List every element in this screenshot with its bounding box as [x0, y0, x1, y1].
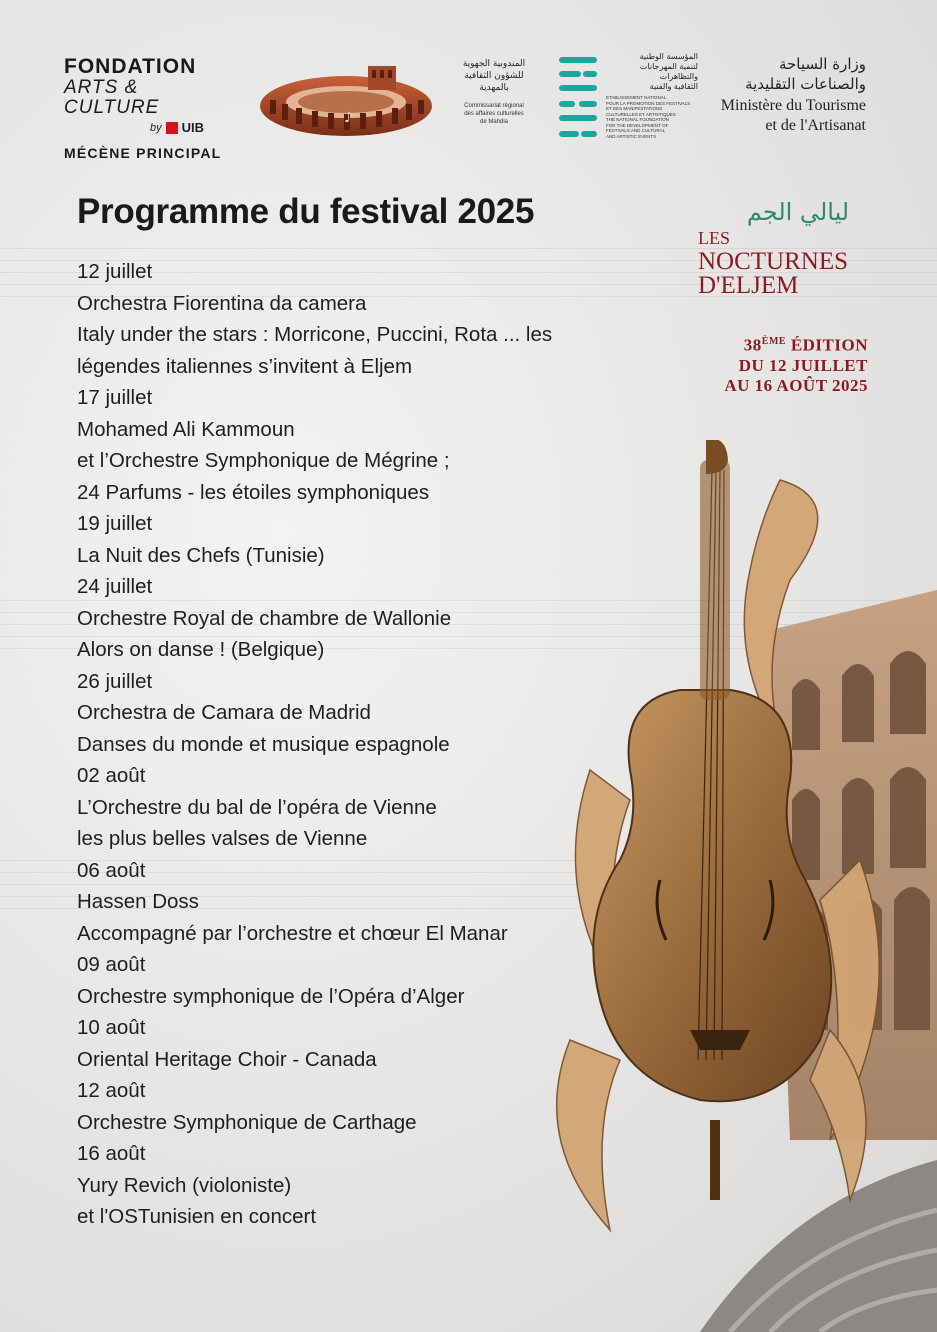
festival-arabic-name: ليالي الجم — [746, 198, 850, 226]
ennfm-french-1: ETABLISSEMENT NATIONAL — [606, 95, 667, 100]
program-date: 12 juillet — [77, 260, 153, 283]
ennfm-arabic-3: والتظاهرات — [659, 72, 698, 81]
festival-edition-line — [688, 332, 868, 356]
edition-number: 38 — [743, 335, 762, 355]
fondation-logo — [64, 56, 234, 161]
commissariat-arabic-2: للشؤون الثقافية — [464, 71, 524, 81]
program-entry-line: Mohamed Ali Kammoun — [77, 417, 295, 441]
program-entry-line: Yury Revich (violoniste) — [77, 1173, 292, 1197]
program-entry-line: Alors on danse ! (Belgique) — [77, 638, 325, 661]
program-date: 09 août — [77, 953, 146, 976]
program-date: 17 juillet — [77, 386, 153, 409]
festival-name-line1: NOCTURNES — [698, 248, 849, 275]
svg-text:♪: ♪ — [344, 110, 353, 126]
festival-name — [688, 226, 868, 298]
program-entry-line: L’Orchestre du bal de l’opéra de Vienne — [77, 795, 437, 819]
commissariat-arabic-3: بالمهدية — [479, 83, 509, 93]
ennfm-french-4: CULTURELLES ET ARTISTIQUES — [606, 111, 676, 117]
page-title: Programme du festival 2025 — [77, 192, 535, 231]
program-entry-line: Orchestre Symphonique de Carthage — [77, 1110, 417, 1134]
program-date: 19 juillet — [77, 512, 153, 535]
program-entry-line: les plus belles valses de Vienne — [77, 827, 368, 850]
fondation-line2: ARTS & CULTURE — [64, 77, 160, 118]
program-entry-line: Orchestre Royal de chambre de Wallonie — [77, 606, 452, 630]
ennfm-english-2: FOR THE DEVELOPMENT OF — [606, 122, 669, 128]
program-entry-line: Orchestra Fiorentina da camera — [77, 291, 367, 315]
commissariat-french-2: des affaires culturelles — [464, 111, 524, 117]
edition-suffix: ÈME — [761, 336, 787, 347]
ministere-arabic-1: وزارة السياحة — [778, 55, 866, 73]
program-date: 12 août — [77, 1079, 146, 1102]
fondation-by-uib — [150, 120, 234, 135]
program-date: 24 juillet — [77, 575, 153, 598]
festival-dates-line1: DU 12 JUILLET — [738, 355, 868, 375]
program-entry-line: Oriental Heritage Choir - Canada — [77, 1047, 377, 1071]
program-entry-line: La Nuit des Chefs (Tunisie) — [77, 543, 325, 567]
program-entry-line: et l'OSTunisien en concert — [77, 1205, 317, 1228]
uib-logo-icon — [166, 122, 178, 134]
program-entry-line: Orchestre symphonique de l’Opéra d’Alger — [77, 984, 465, 1008]
ennfm-french — [606, 95, 698, 139]
program-entry-line: Italy under the stars : Morricone, Puccini, Rota ... les — [77, 323, 553, 346]
program-entry-line: Accompagné par l’orchestre et chœur El Manar — [77, 921, 508, 945]
ministere-french-2: et de l'Artisanat — [765, 117, 866, 134]
fondation-role: MÉCÈNE PRINCIPAL — [64, 145, 222, 161]
by-text: by — [150, 121, 162, 134]
festival-name-prefix: LES — [698, 228, 731, 248]
program-date: 16 août — [77, 1142, 146, 1165]
program-date: 02 août — [77, 764, 146, 787]
ministere-logo — [700, 54, 866, 136]
cobblestone-road — [700, 1160, 937, 1332]
ennfm-french-3: ET DES MANIFESTATIONS — [606, 106, 663, 111]
program-entry-line: 24 Parfums - les étoiles symphoniques — [77, 480, 430, 504]
ennfm-arabic-2: لتنمية المهرجانات — [639, 62, 698, 71]
ennfm-english-4: AND ARTISTIC EVENTS — [606, 133, 657, 139]
festival-edition — [688, 332, 868, 396]
festival-dates-line2: AU 16 AOÛT 2025 — [724, 375, 868, 395]
program-entry-line: Danses du monde et musique espagnole — [77, 732, 450, 756]
program-entry-line: légendes italiennes s’invitent à Eljem — [77, 354, 413, 378]
ennfm-english-3: FESTIVALS AND CULTURAL — [606, 128, 666, 133]
ministere-arabic-2: والصناعات التقليدية — [745, 75, 866, 93]
festival-name-line2: D'ELJEM — [698, 272, 799, 299]
commissariat-logo — [448, 58, 540, 126]
commissariat-french — [448, 102, 540, 126]
commissariat-arabic-1: المندوبية الجهوية — [462, 59, 526, 69]
uib-text: UIB — [181, 120, 205, 135]
ennfm-arabic-1: المؤسسة الوطنية — [639, 52, 698, 61]
cello-artwork-illustration — [530, 440, 937, 1332]
fondation-line1: FONDATION — [64, 55, 197, 78]
program-date: 10 août — [77, 1016, 146, 1039]
commissariat-french-3: de Mahdia — [479, 119, 509, 125]
festival-badge — [688, 198, 868, 396]
edition-word: ÉDITION — [786, 335, 868, 355]
commissariat-french-1: Commissariat régional — [464, 103, 524, 109]
ennfm-arabic-4: الثقافية والفنية — [649, 82, 698, 91]
ennfm-logo-icon — [556, 52, 600, 148]
program-date: 06 août — [77, 858, 146, 882]
program-entry-line: Hassen Doss — [77, 890, 199, 913]
colosseum-emblem-icon — [256, 60, 436, 140]
program-entry-line: et l’Orchestre Symphonique de Mégrine ; — [77, 449, 450, 472]
ennfm-text-block — [606, 52, 698, 139]
ennfm-french-2: POUR LA PROMOTION DES FESTIVALS — [606, 100, 691, 106]
program-entry-line: Orchestra de Camara de Madrid — [77, 701, 371, 724]
ennfm-english-1: THE NATIONAL FOUNDATION — [606, 117, 669, 122]
program-date: 26 juillet — [77, 669, 153, 693]
ministere-french-1: Ministère du Tourisme — [720, 97, 866, 114]
